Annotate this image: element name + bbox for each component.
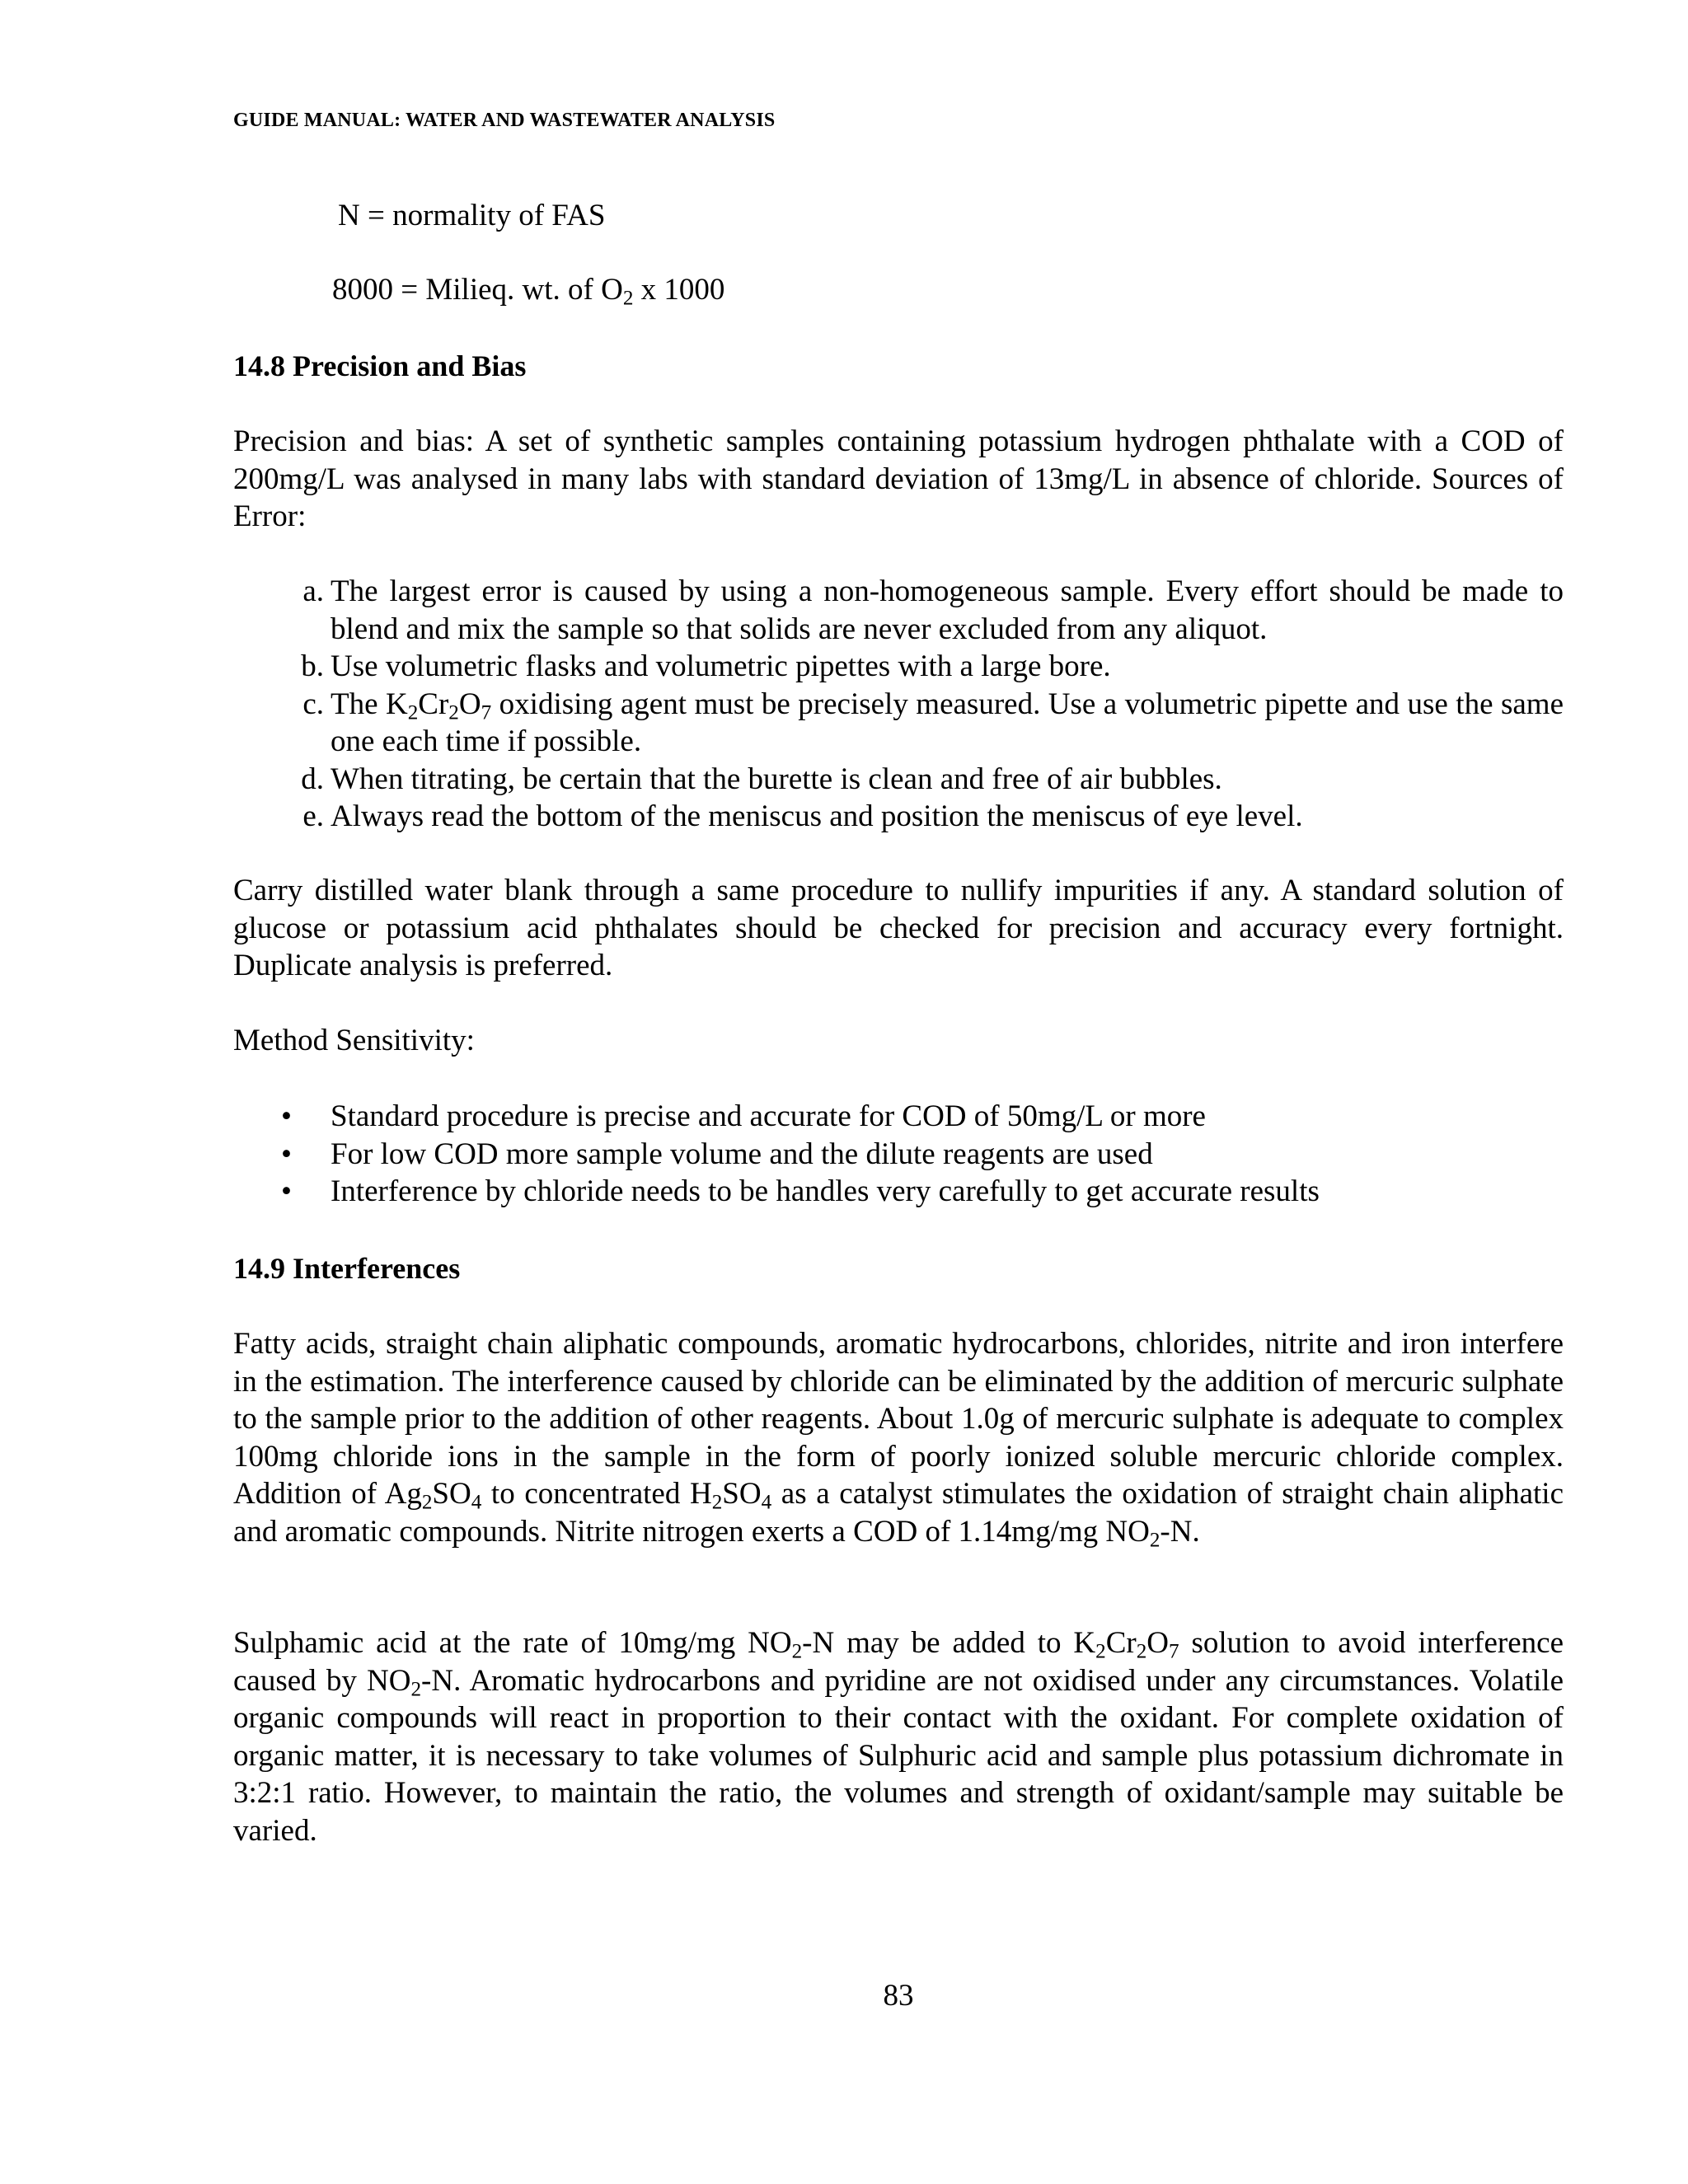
method-sensitivity-label: Method Sensitivity: [233, 1024, 475, 1057]
method-sensitivity-list [233, 1098, 1564, 1211]
bullet-icon: • [281, 1099, 292, 1133]
section-heading-precision-bias: 14.8 Precision and Bias [233, 349, 527, 382]
list-item: d. When titrating, be certain that the burette is clean and free of air bubbles. [301, 762, 1222, 796]
list-item: b. Use volumetric flasks and volumetric pipettes with a large bore. [301, 649, 1111, 683]
interferences-paragraph-2: Sulphamic acid at the rate of 10mg/mg $NO_2-N$ may be added to $K_2Cr_2O_7$ solution to avoid interference caused by $NO_2-N$. Aromatic hydrocarbons and pyridine are not oxidised under any circumstances. Volatile organic compounds will react in proportion to their contact with the oxidant. For complete oxidation of organic matter, it is necessary to take volumes of Sulphuric acid and sample plus potassium dichromate in 3:2:1 ratio. However, to maintain the ratio, the volumes and strength of oxidant/sample may suitable be varied. [233, 1626, 1564, 1848]
sources-of-error-list [233, 573, 1564, 836]
formula-milieq: 8000 = Milieq. wt. of $O_2$ x 1000 [332, 273, 725, 310]
interferences-paragraph-1: Fatty acids, straight chain aliphatic compounds, aromatic hydrocarbons, chlorides, nitrite and iron interfere in the estimation. The interference caused by chloride can be eliminated by the addition of mercuric sulphate to the sample prior to the addition of other reagents. About 1.0g of mercuric sulphate is adequate to complex 100mg chloride ions in the sample in the form of poorly ionized soluble mercuric chloride complex. Addition of $Ag_2SO_4$ to concentrated $H_2SO_4$ as a catalyst stimulates the oxidation of straight chain aliphatic and aromatic compounds. Nitrite nitrogen exerts a COD of 1.14mg/mg $NO_2-N$. [233, 1327, 1564, 1551]
list-item: e. Always read the bottom of the meniscus and position the meniscus of eye level. [302, 799, 1303, 833]
list-item: c. The $K_2Cr_2O_7$ oxidising agent must be precisely measured. Use a volumetric pipette and use the same one each time if possible. [302, 687, 1564, 758]
list-item: • Interference by chloride needs to be handles very carefully to get accurate results [233, 1173, 1564, 1211]
section-heading-interferences: 14.9 Interferences [233, 1252, 461, 1285]
running-header: GUIDE MANUAL: WATER AND WASTEWATER ANALYSIS [233, 110, 776, 131]
page-number: 83 [883, 1979, 914, 2013]
bullet-icon: • [281, 1137, 292, 1171]
list-item: • For low COD more sample volume and the dilute reagents are used [233, 1136, 1564, 1174]
list-item: • Standard procedure is precise and accurate for COD of 50mg/L or more [233, 1098, 1564, 1136]
formula-normality: N = normality of FAS [338, 199, 606, 232]
bullet-icon: • [281, 1174, 292, 1208]
precision-intro-paragraph: Precision and bias: A set of synthetic samples containing potassium hydrogen phthalate with a COD of 200mg/L was analysed in many labs with standard deviation of 13mg/L in absence of chloride. Sources of Error: [233, 424, 1564, 533]
document-page [233, 0, 1564, 2184]
blank-procedure-paragraph: Carry distilled water blank through a same procedure to nullify impurities if any. A standard solution of glucose or potassium acid phthalates should be checked for precision and accuracy every fortnight. Duplicate analysis is preferred. [233, 874, 1564, 982]
list-item: a. The largest error is caused by using a non-homogeneous sample. Every effort should be made to blend and mix the sample so that solids are never excluded from any aliquot. [302, 574, 1564, 646]
